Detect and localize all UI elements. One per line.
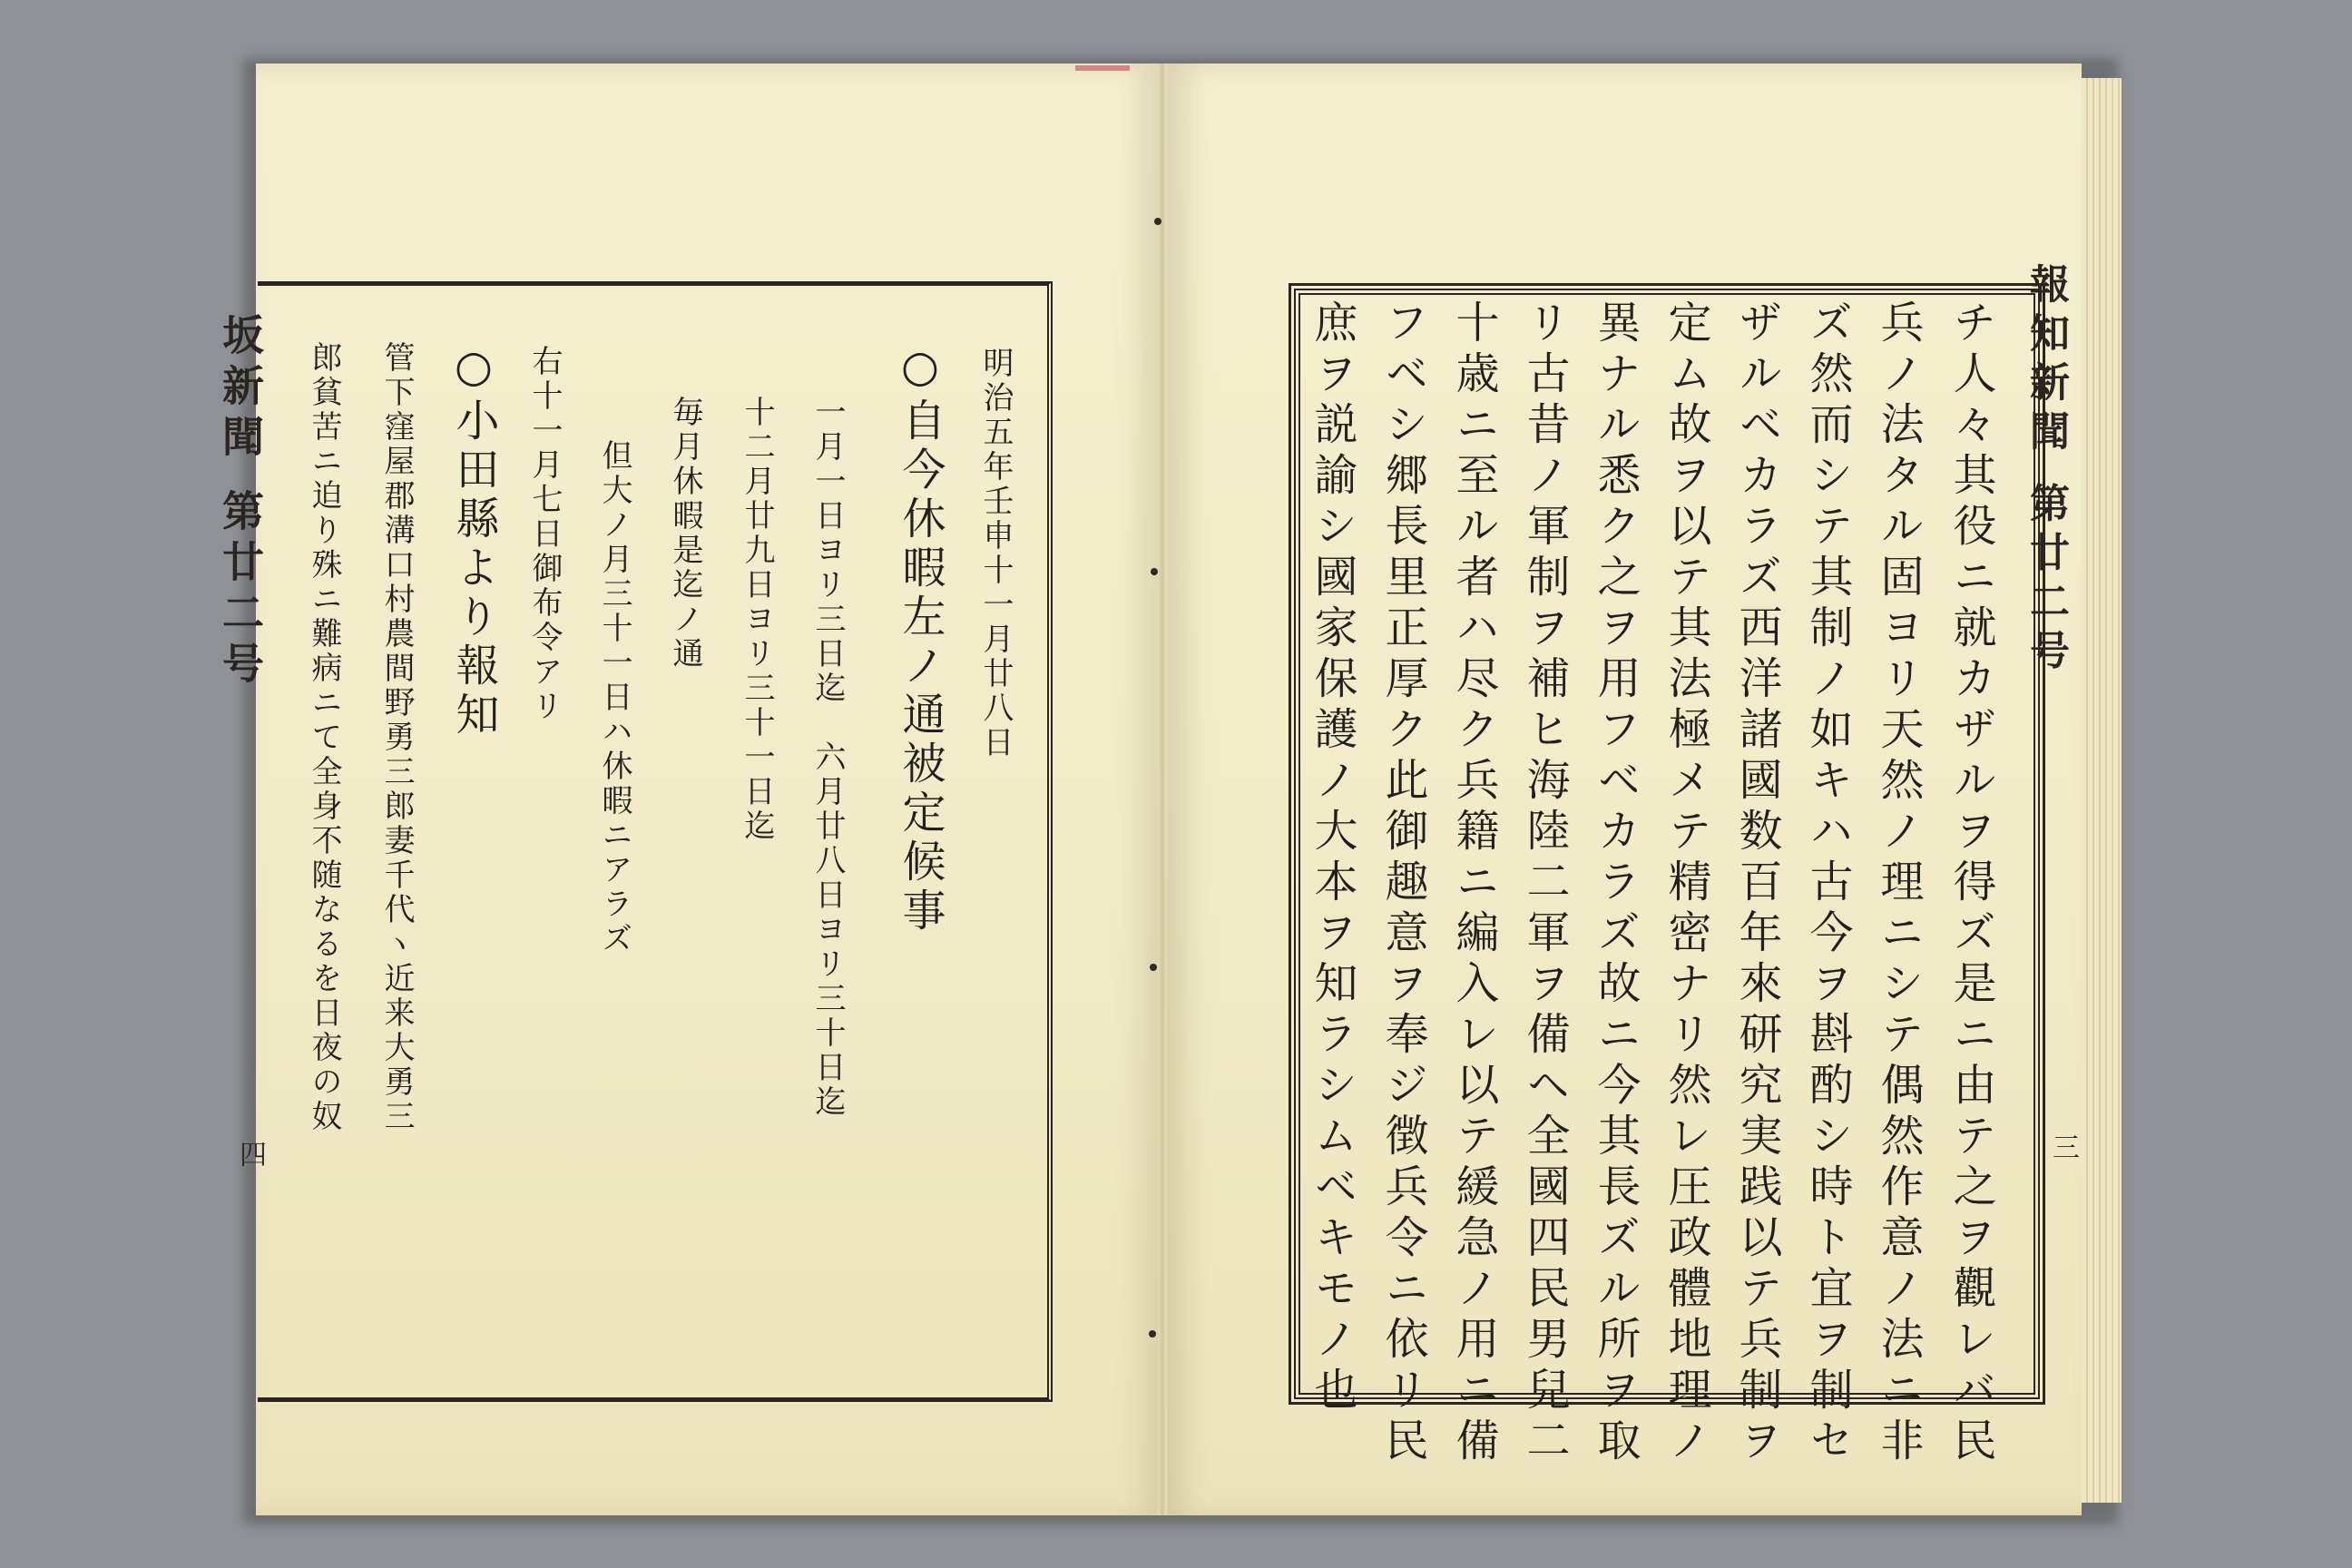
article-line-9: フベシ郷長里正厚ク此御趣意ヲ奉ジ徴兵令ニ依リ民 [1377,299,1428,1468]
article-line-4: ザルベカラズ西洋諸國数百年來研究実践以テ兵制ヲ [1731,299,1782,1468]
article-line-7: リ古昔ノ軍制ヲ補ヒ海陸二軍ヲ備ヘ全國四民男兒二 [1519,299,1570,1468]
folio-prefix: 坂 [216,313,265,364]
binding-hole [1150,964,1157,971]
binding-hole [1149,1330,1156,1338]
report-body-line-2: 郎貧苦ニ迫り殊ニ難病ニて全身不随なるを日夜の奴 [306,341,342,1134]
article-line-5: 定ム故ヲ以テ其法極メテ精密ナリ然レ圧政體地理ノ [1661,299,1711,1468]
article-line-10: 庶ヲ説諭シ國家保護ノ大本ヲ知ラシムベキモノ也 [1307,299,1357,1417]
left-folio [211,313,270,692]
holiday-note: 但大ノ月三十一日ハ休暇ニアラズ [596,439,632,956]
holiday-line-1: 一月一日ヨリ三日迄 六月廿八日ヨリ三十日迄 [809,396,846,1120]
right-page-number: 三 [2053,1132,2080,1164]
red-edge-mark [1075,65,1130,71]
holiday-line-2: 十二月廿九日ヨリ三十一日迄 [739,396,775,844]
article-line-6: 異ナル悉ク之ヲ用フベカラズ故ニ今其長ズル所ヲ取 [1590,299,1641,1468]
date-line: 明治五年壬申十一月廿八日 [977,347,1014,760]
ordinance-note: 右十一月七日御布令アリ [526,345,563,724]
article-line-3: ズ然而シテ其制ノ如キハ古今ヲ斟酌シ時ト宜ヲ制セ [1802,299,1853,1468]
page-edge-stack [2082,78,2122,1503]
holiday-line-3: 毎月休暇是迄ノ通 [667,396,703,671]
right-folio: 報知新聞 第廿二号 [2023,263,2069,679]
binding-hole [1151,568,1158,575]
left-page-number: 四 [240,1140,267,1171]
folio-text: 新聞 第廿二号 [216,364,265,693]
book-gutter [1158,64,1167,1515]
article-line-2: 兵ノ法タル固ヨリ天然ノ理ニシテ偶然作意ノ法ニ非 [1873,299,1924,1468]
report-body-line-1: 管下窪屋郡溝口村農間野勇三郎妻千代ヽ近来大勇三 [378,341,415,1134]
binding-hole [1154,218,1161,225]
odaken-report-heading: ○小田縣より報知 [448,341,499,740]
article-line-1: チ人々其役ニ就カザルヲ得ズ是ニ由テ之ヲ觀レバ民 [1945,299,1996,1468]
notice-heading: ○自今休暇左ノ通被定候事 [895,341,946,936]
article-line-8: 十歳ニ至ル者ハ尽ク兵籍ニ編入レ以テ緩急ノ用ニ備 [1448,299,1499,1468]
